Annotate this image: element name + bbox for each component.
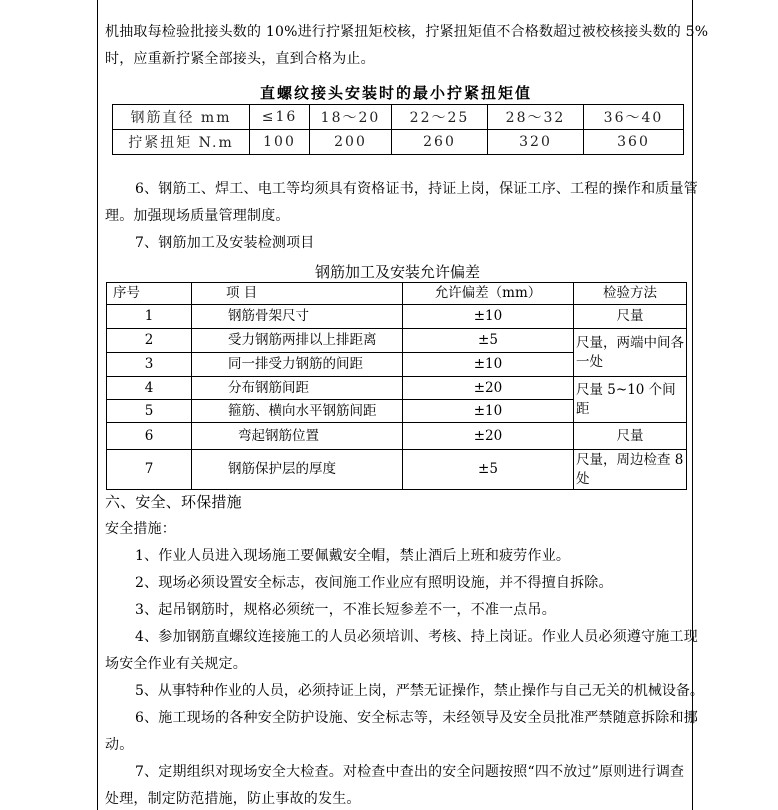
list-item: 5、从事特种作业的人员，必须持证上岗，严禁无证操作，禁止操作与自己无关的机械设备。 xyxy=(135,683,704,699)
table-cell: ±10 xyxy=(403,353,574,377)
column-header: 允许偏差（mm） xyxy=(403,283,574,305)
table-cell: 钢筋保护层的厚度 xyxy=(192,450,403,490)
table-cell: 尺量，周边检查 8 处 xyxy=(574,450,687,490)
table-cell: 分布钢筋间距 xyxy=(192,377,403,400)
list-item-continuation: 动。 xyxy=(105,737,134,753)
torque-table-title: 直螺纹接头安装时的最小拧紧扭矩值 xyxy=(259,84,532,102)
table-cell: 5 xyxy=(107,400,192,423)
table-cell: 尺量 xyxy=(574,305,687,329)
intro-line-2: 时，应重新拧紧全部接头，直到合格为止。 xyxy=(105,51,375,67)
para6-line-1: 6、钢筋工、焊工、电工等均须具有资格证书，持证上岗，保证工序、工程的操作和质量管 xyxy=(135,181,698,197)
intro-line-1: 机抽取每检验批接头数的 10%进行拧紧扭矩校核，拧紧扭矩值不合格数超过被校核接头数的 5% xyxy=(105,24,709,40)
section-heading: 六、安全、环保措施 xyxy=(105,493,242,511)
table-cell: ±10 xyxy=(403,305,574,329)
torque-table xyxy=(112,104,684,155)
table-cell: 100 xyxy=(250,130,310,155)
table-row xyxy=(107,450,687,490)
list-item: 3、起吊钢筋时，规格必须统一，不准长短参差不一，不准一点吊。 xyxy=(135,602,556,618)
table-cell: 2 xyxy=(107,329,192,353)
para6-line-2: 理。加强现场质量管理制度。 xyxy=(105,208,290,224)
table-cell: 28～32 xyxy=(488,105,584,130)
table-cell: ±5 xyxy=(403,450,574,490)
table-cell: 18～20 xyxy=(310,105,392,130)
table-cell: 钢筋骨架尺寸 xyxy=(192,305,403,329)
table-cell: ±5 xyxy=(403,329,574,353)
list-item-continuation: 处理，制定防范措施，防止事故的发生。 xyxy=(105,791,361,807)
list-item: 4、参加钢筋直螺纹连接施工的人员必须培训、考核、持上岗证。作业人员必须遵守施工现 xyxy=(135,629,698,645)
table-cell: 尺量，两端中间各一处 xyxy=(574,329,687,377)
table-cell: 320 xyxy=(488,130,584,155)
table-cell: 22～25 xyxy=(392,105,488,130)
section-subheading: 安全措施： xyxy=(105,521,176,537)
list-item: 7、定期组织对现场安全大检查。对检查中查出的安全问题按照“四不放过”原则进行调查 xyxy=(135,764,685,780)
para7: 7、钢筋加工及安装检测项目 xyxy=(135,235,315,251)
table-cell: 4 xyxy=(107,377,192,400)
table-cell: 受力钢筋两排以上排距离 xyxy=(192,329,403,353)
list-item-continuation: 场安全作业有关规定。 xyxy=(105,656,247,672)
table-cell: 同一排受力钢筋的间距 xyxy=(192,353,403,377)
table-cell: 7 xyxy=(107,450,192,490)
table-cell: 36～40 xyxy=(584,105,684,130)
column-header: 项 目 xyxy=(192,283,403,305)
list-item: 1、作业人员进入现场施工要佩戴安全帽，禁止酒后上班和疲劳作业。 xyxy=(135,548,571,564)
list-item: 6、施工现场的各种安全防护设施、安全标志等，未经领导及安全员批准严禁随意拆除和挪 xyxy=(135,710,698,726)
table-row xyxy=(107,377,687,400)
table-cell: 箍筋、横向水平钢筋间距 xyxy=(192,400,403,423)
tolerance-table-title: 钢筋加工及安装允许偏差 xyxy=(314,263,480,281)
table-cell: 200 xyxy=(310,130,392,155)
column-header: 序号 xyxy=(107,283,192,305)
list-item: 2、现场必须设置安全标志，夜间施工作业应有照明设施，并不得擅自拆除。 xyxy=(135,575,613,591)
table-cell: ±20 xyxy=(403,377,574,400)
table-cell: 3 xyxy=(107,353,192,377)
row-header: 钢筋直径 mm xyxy=(113,105,250,130)
table-cell: ±20 xyxy=(403,423,574,450)
table-cell: 360 xyxy=(584,130,684,155)
column-header: 检验方法 xyxy=(574,283,687,305)
table-cell: ≤16 xyxy=(250,105,310,130)
table-row xyxy=(113,105,684,130)
table-cell: ±10 xyxy=(403,400,574,423)
row-header: 拧紧扭矩 N.m xyxy=(113,130,250,155)
table-cell: 尺量 xyxy=(574,423,687,450)
table-row xyxy=(107,305,687,329)
tolerance-table xyxy=(106,282,687,490)
table-cell: 6 xyxy=(107,423,192,450)
table-row xyxy=(107,423,687,450)
table-row xyxy=(107,329,687,353)
table-row xyxy=(113,130,684,155)
table-cell: 尺量 5~10 个间距 xyxy=(574,377,687,423)
table-header-row xyxy=(107,283,687,305)
table-cell: 1 xyxy=(107,305,192,329)
table-cell: 弯起钢筋位置 xyxy=(192,423,403,450)
table-cell: 260 xyxy=(392,130,488,155)
